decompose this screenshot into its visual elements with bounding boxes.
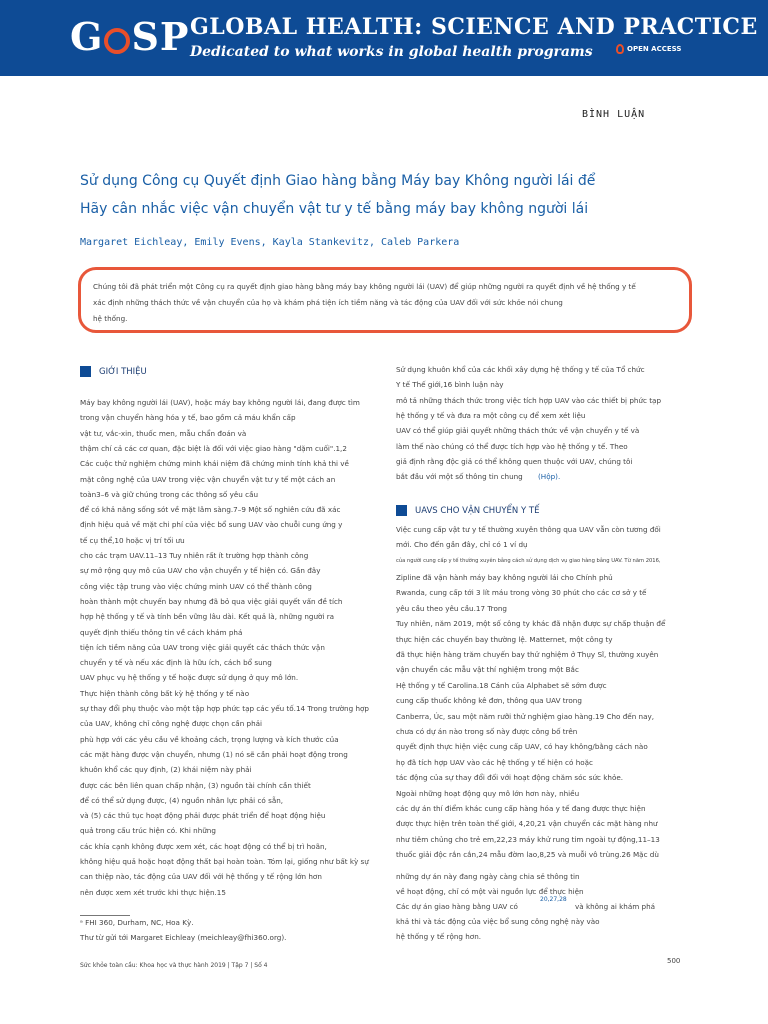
body-text-line: can thiệp nào, tác động của UAV đối với hệ thống y tế rộng lớn hơn [80, 872, 322, 882]
body-text-line: nên được xem xét trước khi thực hiện.15 [80, 887, 226, 897]
body-text-line: giả định rằng độc giả có thể không quen thuộc với UAV, chúng tôi [396, 456, 633, 466]
body-text-line: UAV có thể giúp giải quyết những thách thức về vận chuyển y tế và [396, 426, 640, 436]
body-text-line: và (5) các thủ tục hoạt động phải được phát triển để hoạt động hiệu [80, 811, 326, 821]
body-text-line: Hệ thống y tế Carolina.18 Cánh của Alphabet sẽ sớm được [396, 680, 607, 690]
body-text-line: tế cụ thể,10 hoặc vị trí tối ưu [80, 535, 185, 545]
body-text-line: yêu cầu theo yêu cầu.17 Trong [396, 603, 507, 613]
summary-line: hệ thống. [93, 314, 128, 323]
article-title-line-2: Hãy cân nhắc việc vận chuyển vật tư y tế bằng máy bay không người lái [80, 201, 589, 217]
summary-line: Chúng tôi đã phát triển một Công cụ ra quyết định giao hàng bằng máy bay không người lái (UAV) để giúp những người ra quyết định về hệ thống y tế [93, 282, 636, 291]
open-access-label: OPEN ACCESS [627, 45, 682, 53]
body-text-line: Việc cung cấp vật tư y tế thường xuyên thông qua UAV vẫn còn tương đối [396, 525, 661, 534]
body-text-line: không hiệu quả hoặc hoạt động thất bại hoàn toàn. Tóm lại, giống như bất kỳ sự [80, 857, 369, 866]
body-text-line: mặt công nghệ của UAV trong việc vận chuyển vật tư y tế một cách an [80, 474, 336, 484]
page-number: 500 [667, 957, 681, 965]
body-text-line: UAV phục vụ hệ thống y tế hoặc được sử dụng ở quy mô lớn. [80, 673, 299, 683]
body-text-line: sự thay đổi phụ thuộc vào một tập hợp phức tạp các yếu tố.14 Trong trường hợp [80, 704, 369, 713]
body-text-line: để có thể sử dụng được, (4) nguồn nhân lực phải có sẵn, [80, 795, 284, 805]
body-text-line: khả thi và tác động của việc bổ sung công nghệ này vào [396, 917, 600, 926]
footnote-divider [80, 915, 130, 916]
body-text-line: làm thế nào chúng có thể được tích hợp vào hệ thống y tế. Theo [396, 441, 628, 451]
section-marker-icon [396, 505, 407, 516]
body-text-line: Ngoài những hoạt động quy mô lớn hơn này, nhiều [396, 788, 580, 798]
body-text-line: thực hiện các chuyến bay thường lệ. Matternet, một công ty [396, 634, 613, 644]
body-text-line: quyết định thiếu thông tin về cách khám phá [80, 627, 243, 637]
body-text-line: cung cấp thuốc không kê đơn, thông qua UAV trong [396, 696, 582, 706]
body-text-line: Sử dụng khuôn khổ của các khối xây dựng hệ thống y tế của Tổ chức [396, 365, 645, 374]
correspondence-footnote: Thư từ gửi tới Margaret Eichleay (meichleay@fhi360.org). [80, 933, 287, 942]
body-text-line: bắt đầu với một số thông tin chung [396, 472, 523, 482]
journal-title: GLOBAL HEALTH: SCIENCE AND PRACTICE [190, 14, 758, 40]
body-text-line: Y tế Thế giới,16 bình luận này [396, 380, 504, 390]
section-marker-icon [80, 366, 91, 377]
body-text-line: và không ai khám phá [575, 902, 656, 911]
body-text-line: đã thực hiện hàng trăm chuyến bay thử nghiệm ở Thụy Sĩ, thường xuyên [396, 650, 659, 659]
body-text-line: phù hợp với các yêu cầu về khoảng cách, trọng lượng và kích thước của [80, 734, 339, 744]
body-text-line: về hoạt động, chỉ có một vài nguồn lực để thực hiện [396, 887, 584, 896]
body-text-line: trong vận chuyển hàng hóa y tế, bao gồm cả máu khẩn cấp [80, 413, 296, 423]
body-text-line: quả trong cấu trúc hiện có. Khi những [80, 826, 216, 836]
body-text-line: Rwanda, cung cấp tới 3 lít máu trong vòng 30 phút cho các cơ sở y tế [396, 588, 647, 598]
body-text-line: Thực hiện thành công bất kỳ hệ thống y tế nào [80, 688, 250, 698]
body-text-line: họ đã tích hợp UAV vào các hệ thống y tế hiện có hoặc [396, 757, 594, 767]
body-text-line: các dự án thí điểm khác cung cấp hàng hóa y tế đang được thực hiện [396, 804, 646, 813]
body-text-line: được các bên liên quan chấp nhận, (3) nguồn tài chính cần thiết [80, 780, 311, 790]
reference-superscript[interactable]: 20,27,28 [540, 896, 567, 903]
body-text-line: như tiêm chủng cho trẻ em,22,23 máy khử rung tim ngoài tự động,11–13 [396, 834, 660, 844]
body-text-line: tác động của sự thay đổi đối với hoạt động chăm sóc sức khỏe. [396, 773, 624, 783]
section-heading-label: UAVS CHO VẬN CHUYỂN Y TẾ [415, 506, 540, 516]
body-text-line: mô tả những thách thức trong việc tích hợp UAV vào các thiết bị phức tạp [396, 395, 662, 405]
journal-banner [0, 0, 768, 76]
section-heading-introduction [80, 366, 147, 377]
body-text-line: vật tư, vắc-xin, thuốc men, mẫu chẩn đoán và [80, 428, 247, 438]
body-text-line: mới. Cho đến gần đây, chỉ có 1 ví dụ [396, 540, 528, 550]
box-link[interactable]: (Hộp). [538, 472, 561, 481]
affiliation-footnote: ᵃ FHI 360, Durham, NC, Hoa Kỳ. [80, 918, 194, 927]
body-text-line: các khía cạnh không được xem xét, các hoạt động có thể bị trì hoãn, [80, 841, 327, 851]
body-text-line: Các cuộc thử nghiệm chứng minh khái niệm đã chứng minh tính khả thi về [80, 459, 349, 469]
body-text-line: Canberra, Úc, sau một năm rưỡi thử nghiệm giao hàng.19 Cho đến nay, [396, 711, 655, 721]
journal-tagline: Dedicated to what works in global health programs [190, 44, 593, 60]
author-list: Margaret Eichleay, Emily Evens, Kayla Stankevitz, Caleb Parkera [80, 237, 460, 248]
body-text-line: thuốc giải độc rắn cắn,24 mẫu đờm lao,8,25 và muỗi vô trùng.26 Mặc dù [396, 850, 659, 860]
body-text-line: vận chuyển các mẫu vật thí nghiệm trong một Bắc [396, 665, 579, 675]
body-text-line: khuôn khổ các quy định, (2) khái niệm này phải [80, 765, 252, 775]
body-text-line: được thực hiện trên toàn thế giới, 4,20,21 vận chuyển các mặt hàng như [396, 819, 658, 829]
key-message-box [78, 267, 692, 333]
body-text-line: toàn3–6 và giữ chúng trong các thông số yêu cầu [80, 489, 259, 499]
section-heading-label: GIỚI THIỆU [99, 367, 147, 377]
body-text-line: của UAV, không chỉ công nghệ được chọn cần phải [80, 719, 263, 729]
article-title-line-1: Sử dụng Công cụ Quyết định Giao hàng bằng Máy bay Không người lái để [80, 173, 596, 189]
body-text-line: hệ thống y tế và đưa ra một công cụ để xem xét liệu [396, 410, 586, 420]
body-text-line: hệ thống y tế rộng hơn. [396, 932, 482, 941]
body-text-line: thậm chí cả các cơ quan, đặc biệt là đối với việc giao hàng "dặm cuối".1,2 [80, 443, 347, 453]
body-text-line: các mặt hàng được vận chuyển, nhưng (1) nó sẽ cần phải hoạt động trong [80, 749, 348, 759]
journal-citation: Sức khỏe toàn cầu: Khoa học và thực hành 2019 | Tập 7 | Số 4 [80, 962, 268, 969]
logo-ring-icon [104, 28, 130, 54]
box-caption-line: của người cung cấp y tế thường xuyên bằng cách sử dụng dịch vụ giao hàng bằng UAV. Từ năm 2016, [396, 558, 661, 564]
body-text-line: quyết định thực hiện việc cung cấp UAV, có hay không/bằng cách nào [396, 742, 648, 752]
body-text-line: chưa có dự án nào trong số này được công bố trên [396, 727, 578, 736]
body-text-line: công việc tập trung vào việc chứng minh UAV có thể thành công [80, 581, 312, 591]
body-text-line: chuyển y tế và nếu xác định là hữu ích, cách bổ sung [80, 658, 272, 668]
journal-logo: G SP [70, 14, 190, 59]
body-text-line: định hiệu quả về mặt chi phí của việc bổ sung UAV vào chuỗi cung ứng y [80, 520, 343, 530]
body-text-line: tiện ích tiềm năng của UAV trong việc giải quyết các thách thức vận [80, 642, 325, 652]
open-access-lock-icon [616, 44, 624, 54]
body-text-line: những dự án này đang ngày càng chia sẻ thông tin [396, 872, 580, 881]
body-text-line: để có khả năng sống sót về mặt lâm sàng.7–9 Một số nghiên cứu đã xác [80, 505, 341, 515]
open-access-badge [613, 44, 681, 54]
body-text-line: Zipline đã vận hành máy bay không người lái cho Chính phủ [396, 573, 613, 582]
body-text-line: Máy bay không người lái (UAV), hoặc máy bay không người lái, đang được tìm [80, 398, 360, 407]
body-text-line: Các dự án giao hàng bằng UAV có [396, 902, 518, 911]
summary-line: xác định những thách thức về vận chuyển của họ và khám phá tiện ích tiềm năng và tác động của UAV đối với sức khỏe nói chung [93, 298, 563, 307]
article-type: BÌNH LUẬN [582, 109, 646, 120]
body-text-line: sự mở rộng quy mô của UAV cho vận chuyển y tế hiện có. Gần đây [80, 566, 321, 576]
body-text-line: cho các trạm UAV.11–13 Tuy nhiên rất ít trường hợp thành công [80, 551, 309, 560]
body-text-line: hợp hệ thống y tế và tính bền vững lâu dài. Kết quả là, những người ra [80, 612, 335, 622]
section-heading-uavs [396, 505, 539, 516]
body-text-line: hoàn thành một chuyến bay nhưng đã bỏ qua việc giải quyết vấn đề tích [80, 596, 343, 606]
body-text-line: Tuy nhiên, năm 2019, một số công ty khác đã nhận được sự chấp thuận để [396, 619, 666, 629]
